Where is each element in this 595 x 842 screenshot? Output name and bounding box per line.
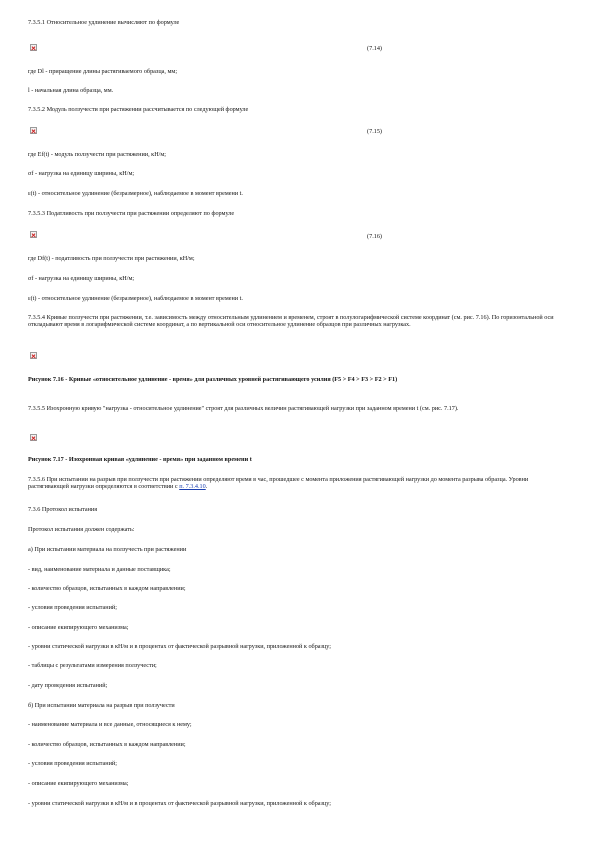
text-line: ε(t) - относительное удлинение (безразмерное), наблюдаемое в момент времени t. <box>28 190 243 197</box>
list-item: - количество образцов, испытанных в каждом направлении; <box>28 741 186 748</box>
list-item: - количество образцов, испытанных в каждом направлении; <box>28 585 186 592</box>
list-item: - описание екипирующего механизма; <box>28 780 129 787</box>
list-item: - условия проведения испытаний; <box>28 760 117 767</box>
text-line: где Dl - приращение длины растягиваемого образца, мм; <box>28 68 178 75</box>
list-item: - вид, наименование материала и данные поставщика; <box>28 566 171 573</box>
list-item: - уровни статической нагрузки в кН/м и в процентах от фактической разрывной нагрузки, приложенной к образцу; <box>28 800 332 807</box>
list-item: - условия проведения испытаний; <box>28 604 117 611</box>
paragraph-text: 7.3.5.6 При испытании на разрыв при ползучести при растяжении определяют время в час, прошедшее с момента приложения растягивающей нагрузки до момента разрыва образца. Уровни растягивающей нагрузки определяются в соответствии с <box>28 476 529 491</box>
list-item: - описание екипирующего механизма; <box>28 624 129 631</box>
figure-image-broken-icon <box>30 352 37 359</box>
list-item: - дату проведения испытаний; <box>28 682 108 689</box>
paragraph: 7.3.5.5 Изохронную кривую "нагрузка - относительное удлинение" строят для различных величин растягивающей нагрузки при заданном времени t (см. рис. 7.17). <box>28 405 459 412</box>
paragraph: 7.3.5.4 Кривые ползучести при растяжении, т.е. зависимость между относительным удлинением и временем, строят в полулогарифмической системе координат (см. рис. 7.16). По горизонтальной оси откладывают время в логарифмической системе координат, а по вертикальной оси относительное удлинение образцов при различных нагрузках. <box>28 314 554 329</box>
formula-image-broken-icon <box>30 44 37 51</box>
section-heading: 7.3.6 Протокол испытания <box>28 506 98 513</box>
text-line: ε(t) - относительное удлинение (безразмерное), наблюдаемое в момент времени t. <box>28 295 243 302</box>
equation-number: (7.14) <box>367 45 382 52</box>
section-link[interactable]: п. 7.3.4.10 <box>179 483 206 491</box>
text-line: б) При испытании материала на разрыв при ползучести <box>28 702 175 709</box>
text-line: Протокол испытания должен содержать: <box>28 526 135 533</box>
text-line: а) При испытании материала на ползучесть при растяжении <box>28 546 187 553</box>
text-line: где Ef(t) - модуль ползучести при растяжении, кН/м; <box>28 151 167 158</box>
paragraph-end: . <box>205 483 208 491</box>
list-item: - таблицы с результатами измерения ползучести; <box>28 662 157 669</box>
text-line: σf - нагрузка на единицу ширины, кН/м; <box>28 170 135 177</box>
paragraph <box>28 476 568 490</box>
text-line: σf - нагрузка на единицу ширины, кН/м; <box>28 275 135 282</box>
text-line: 7.3.5.3 Податливость при ползучести при растяжении определяют по формуле <box>28 210 235 217</box>
list-item: - наименование материала и все данные, относящиеся к нему; <box>28 721 192 728</box>
equation-number: (7.15) <box>367 128 382 135</box>
text-line: 7.3.5.2 Модуль ползучести при растяжении рассчитывается по следующей формуле <box>28 106 249 113</box>
text-line: где Df(t) - податливость при ползучести при растяжении, кН/м; <box>28 255 195 262</box>
formula-image-broken-icon <box>30 127 37 134</box>
text-line: l - начальная длина образца, мм. <box>28 87 114 94</box>
formula-image-broken-icon <box>30 231 37 238</box>
figure-image-broken-icon <box>30 434 37 441</box>
figure-caption: Рисунок 7.16 - Кривые «относительное удлинение - время» для различных уровней растягивающего усилия (F5 > F4 > F3 > F2 > F1) <box>28 376 398 383</box>
equation-number: (7.16) <box>367 233 382 240</box>
figure-caption: Рисунок 7.17 - Изохронная кривая «удлинение - время» при заданном времени t <box>28 456 252 463</box>
text-line: 7.3.5.1 Относительное удлинение вычисляют по формуле <box>28 19 180 26</box>
list-item: - уровни статической нагрузки в кН/м и в процентах от фактической разрывной нагрузки, приложенной к образцу; <box>28 643 332 650</box>
